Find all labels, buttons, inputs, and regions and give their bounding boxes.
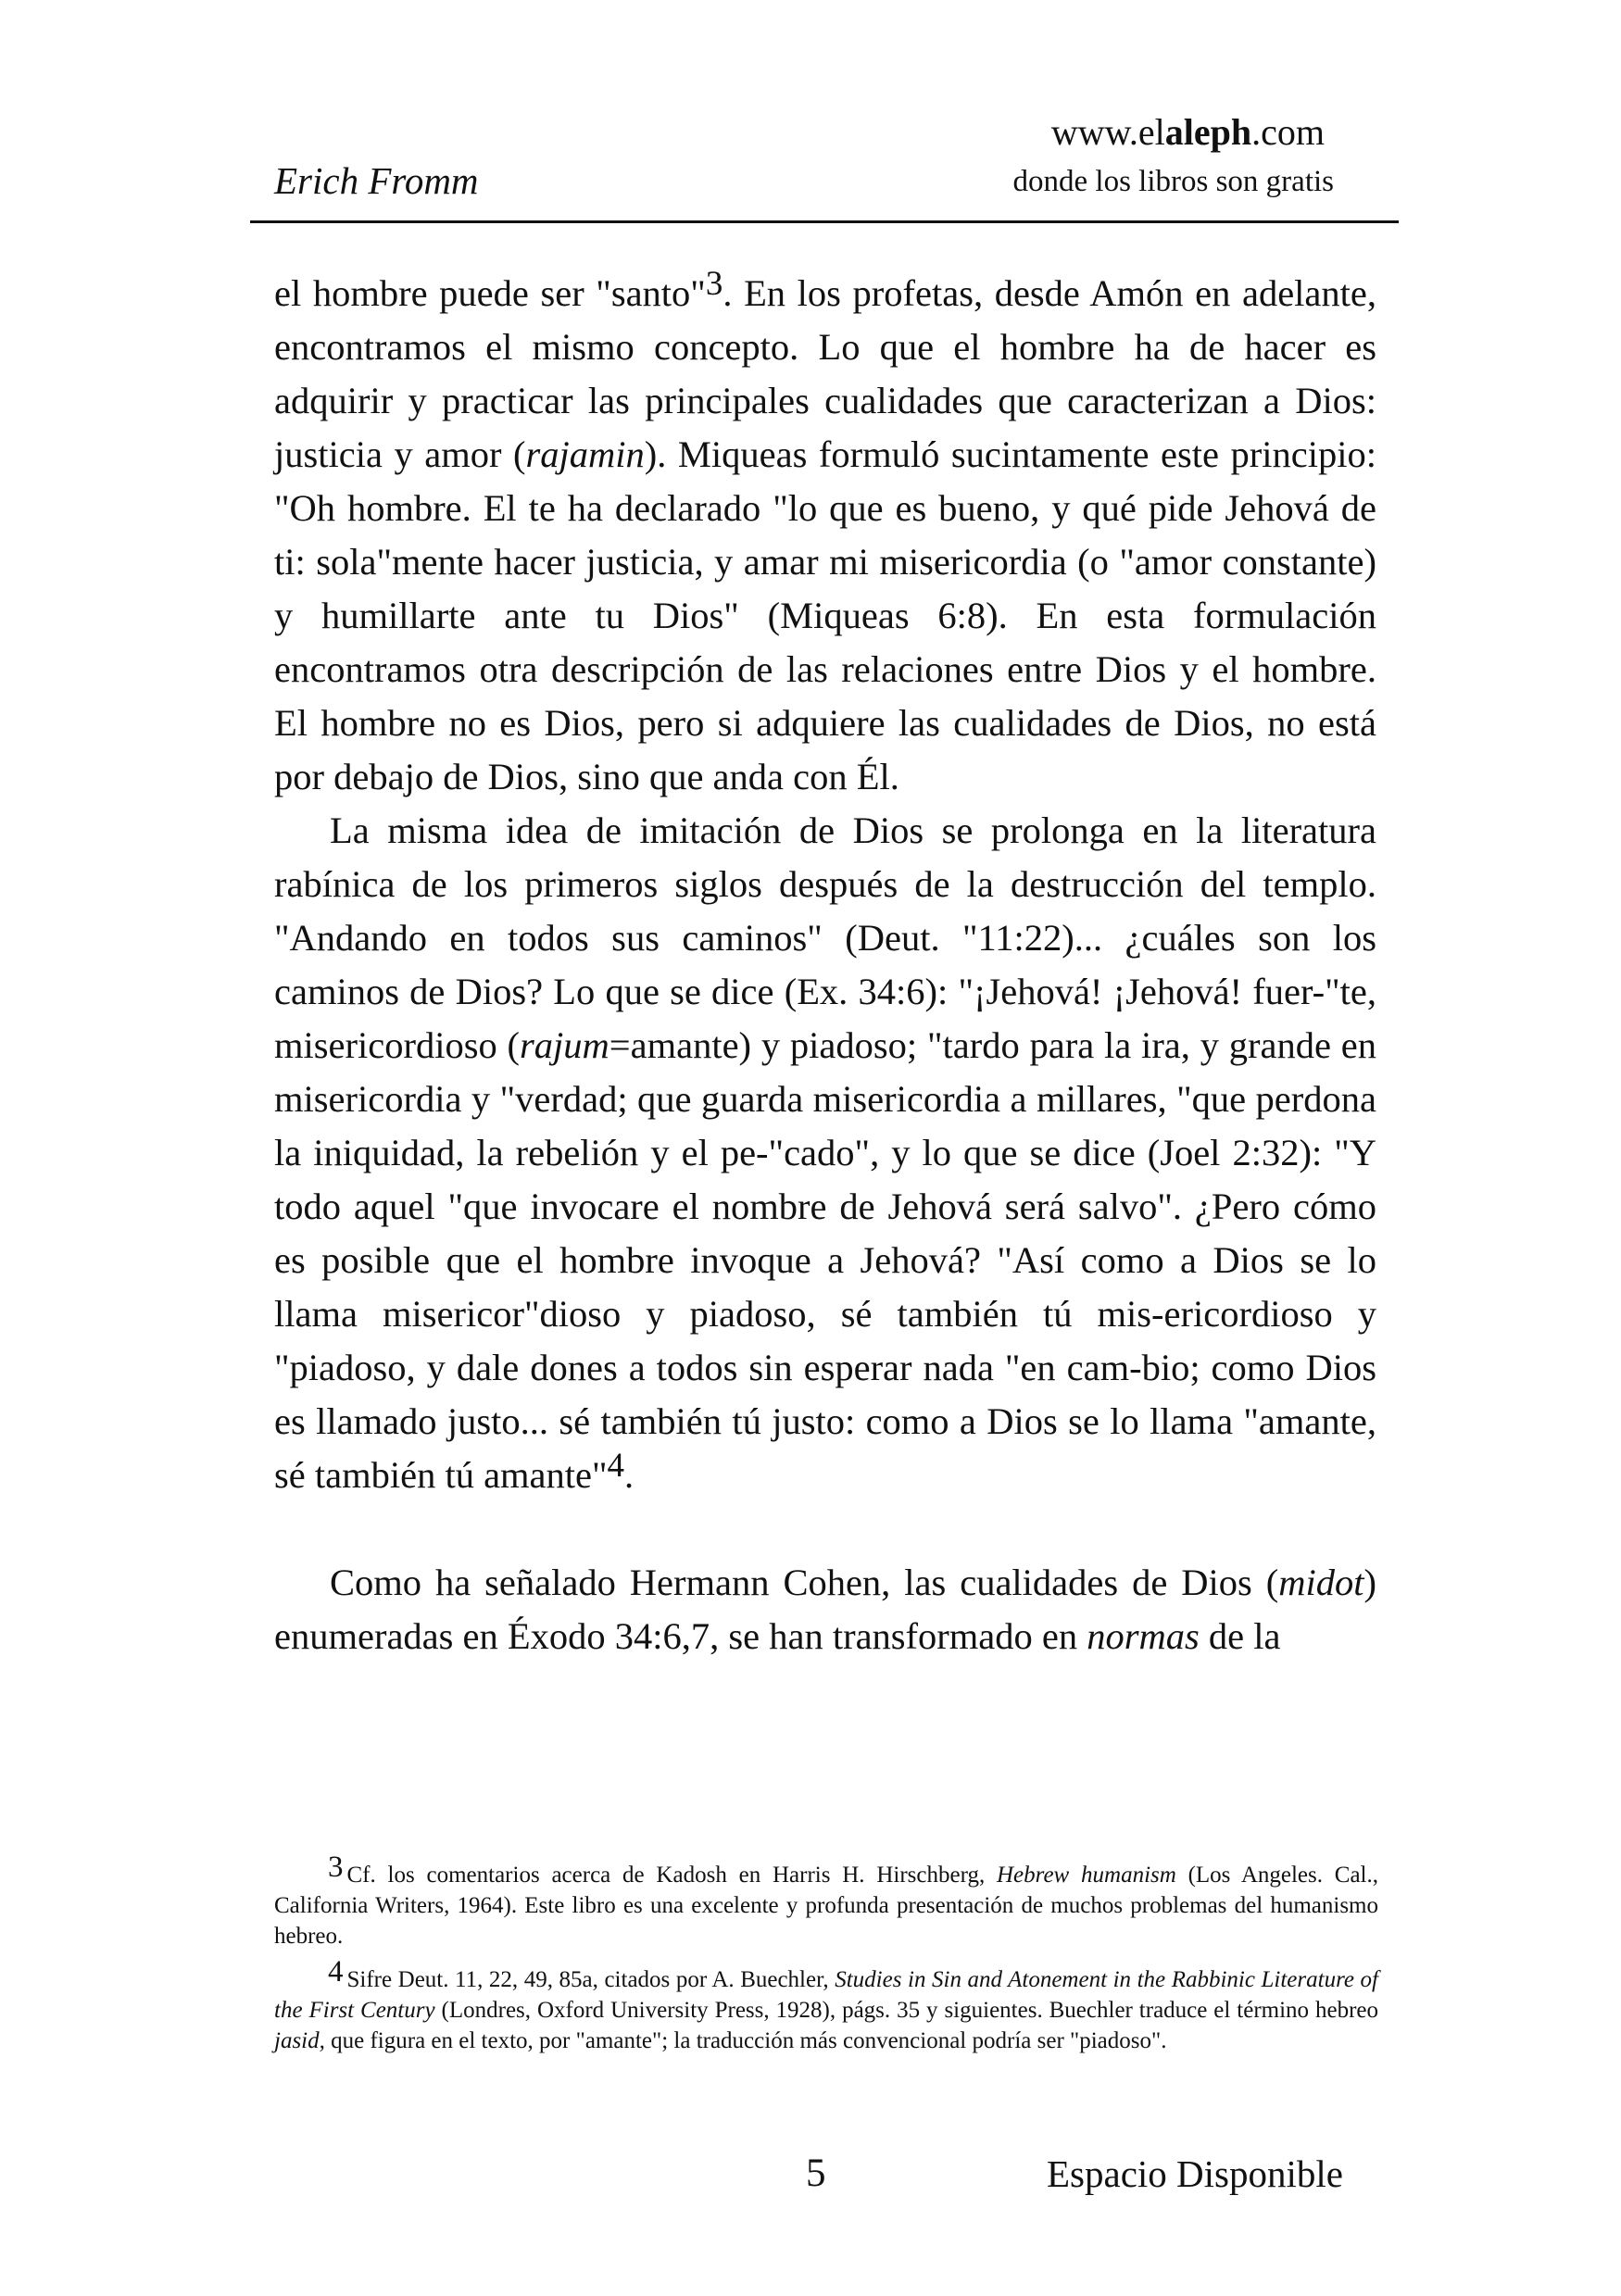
footnote-3: 3 Cf. los comentarios acerca de Kadosh en Harris H. Hirschberg, Hebrew humanism (Los Angeles. Cal., California Writers, 1964). Este libro es una excelente y profunda presentación de muchos problemas del humanismo hebreo. [274, 1851, 1378, 1949]
term-normas: normas [1087, 1615, 1200, 1657]
paragraph-3: Como ha señalado Hermann Cohen, las cualidades de Dios (midot) enumeradas en Éxodo 34:6,7, se han transformado en normas de la [274, 1562, 1376, 1657]
main-text [274, 267, 1376, 1663]
paragraph-2: La misma idea de imitación de Dios se prolonga en la literatura rabínica de los primeros siglos después de la destrucción del templo. "Andando en todos sus caminos" (Deut. "11:22)... ¿cuáles son los caminos de Dios? Lo que se dice (Ex. 34:6): "¡Jehová! ¡Jehová! fuer-"te, misericordioso (rajum=amante) y piadoso; "tardo para la ira, y grande en misericordia y "verdad; que guarda misericordia a millares, "que perdona la iniquidad, la rebelión y el pe-"cado", y lo que se dice (Joel 2:32): "Y todo aquel "que invocare el nombre de Jehová será salvo". ¿Pero cómo es posible que el hombre invoque a Jehová? "Así como a Dios se lo llama misericor"dioso y piadoso, sé también tú mis-ericordioso y "piadoso, y dale dones a todos sin esperar nada "en cam-bio; como Dios es llamado justo... sé también tú justo: como a Dios se lo llama "amante, sé también tú amante"$^4$. [274, 809, 1376, 1496]
book-title: Hebrew humanism [997, 1863, 1176, 1888]
paragraph-1: el hombre puede ser "santo"$^3$. En los profetas, desde Amón en adelante, encontramos el mismo concepto. Lo que el hombre ha de hacer es adquirir y practicar las principales cualidades que caracterizan a Dios: justicia y amor (rajamin). Miqueas formuló sucintamente este principio: "Oh hombre. El te ha declarado "lo que es bueno, y qué pide Jehová de ti: sola"mente hacer justicia, y amar mi misericordia (o "amor constante) y humillarte ante tu Dios" (Miqueas 6:8). En esta formulación encontramos otra descripción de las relaciones entre Dios y el hombre. El hombre no es Dios, pero si adquiere las cualidades de Dios, no está por debajo de Dios, sino que anda con Él. [274, 265, 1376, 797]
footnotes [274, 1851, 1378, 2069]
author-name: Erich Fromm [274, 159, 479, 202]
page-number: 5 [806, 2152, 826, 2195]
term-rajum: rajum [520, 1024, 609, 1066]
footnote-ref-4[interactable]: 4 [607, 1447, 625, 1485]
site-url[interactable]: www.elaleph.com [1050, 111, 1325, 153]
footnote-number: 4 [328, 1955, 344, 1989]
book-title: Studies in Sin and Atonement in the Rabbinic Literature of the First Century [274, 1967, 1378, 2023]
footnote-ref-3[interactable]: 3 [705, 265, 723, 303]
footer-label: Espacio Disponible [1047, 2152, 1343, 2195]
term-jasid: jasid, [274, 2028, 325, 2053]
term-midot: midot [1278, 1562, 1364, 1603]
site-tagline: donde los libros son gratis [1012, 165, 1334, 198]
footnote-4: 4 Sifre Deut. 11, 22, 49, 85a, citados por A. Buechler, Studies in Sin and Atonement in the Rabbinic Literature of the First Century (Londres, Oxford University Press, 1928), págs. 35 y siguientes. Buechler traduce el término hebreo jasid, que figura en el texto, por "amante"; la traducción más convencional podría ser "piadoso". [274, 1955, 1378, 2053]
term-rajamin: rajamin [525, 433, 645, 475]
header-divider [250, 220, 1399, 223]
footnote-number: 3 [328, 1851, 344, 1884]
